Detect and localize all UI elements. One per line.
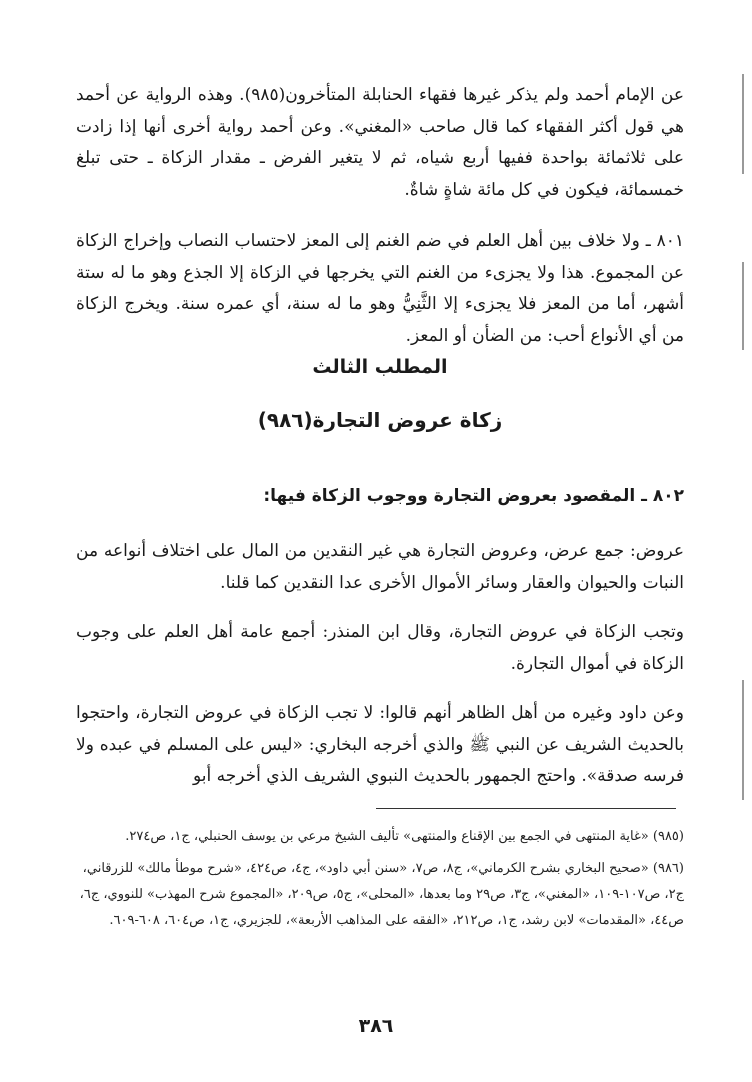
footnotes	[70, 824, 684, 940]
margin-mark-top	[742, 74, 744, 174]
page-number: ٣٨٦	[358, 1015, 394, 1037]
subsection-heading: ٨٠٢ ـ المقصود بعروض التجارة ووجوب الزكاة فيها:	[263, 486, 684, 506]
footnote-985: (٩٨٥) «غاية المنتهى في الجمع بين الإقناع والمنتهى» تأليف الشيخ مرعي بن يوسف الحنبلي، ج١، ص٢٧٤.	[125, 829, 684, 844]
section-heading: المطلب الثالث	[312, 356, 448, 378]
section-text-block	[76, 536, 684, 793]
footnote-separator	[376, 808, 676, 809]
section-subtitle: زكاة عروض التجارة(٩٨٦)	[257, 408, 503, 432]
paragraph-obligation: وتجب الزكاة في عروض التجارة، وقال ابن المنذر: أجمع عامة أهل العلم على وجوب الزكاة في أموال التجارة.	[76, 622, 684, 674]
paragraph-801: ٨٠١ ـ ولا خلاف بين أهل العلم في ضم الغنم إلى المعز لاحتساب النصاب وإخراج الزكاة عن المجموع. هذا ولا يجزىء من الغنم التي يخرجها في الزكاة إلا الجذع وهو ما له ستة أشهر، أما من المعز فلا يجزىء إلا الثَّنِيُّ وهو ما له سنة، أي عمره سنة. ويخرج الزكاة من أي الأنواع أحب: من الضأن أو المعز.	[76, 231, 684, 346]
opening-text-block	[76, 80, 684, 352]
margin-mark-middle	[742, 262, 744, 350]
paragraph-dissent: وعن داود وغيره من أهل الظاهر أنهم قالوا: لا تجب الزكاة في عروض التجارة، واحتجوا بالحديث الشريف عن النبي ﷺ والذي أخرجه البخاري: «ليس على المسلم في عبده ولا فرسه صدقة». واحتج الجمهور بالحديث النبوي الشريف الذي أخرجه أبو	[76, 703, 684, 786]
footnote-986: (٩٨٦) «صحيح البخاري بشرح الكرماني»، ج٨، ص٧، «سنن أبي داود»، ج٤، ص٤٢٤، «شرح موطأ مالك» للزرقاني، ج٢، ص١٠٧-١٠٩، «المغني»، ج٣، ص٢٩ وما بعدها، «المحلى»، ج٥، ص٢٠٩، «المجموع شرح المهذب» للنووي، ج٦، ص٤٤، «المقدمات» لابن رشد، ج١، ص٢١٢، «الفقه على المذاهب الأربعة»، للجزيري، ج١، ص٦٠٤، ٦٠٨-٦٠٩.	[79, 861, 684, 928]
paragraph-continuation: عن الإمام أحمد ولم يذكر غيرها فقهاء الحنابلة المتأخرون(٩٨٥). وهذه الرواية عن أحمد هي قول أكثر الفقهاء كما قال صاحب «المغني». وعن أحمد رواية أخرى أنها إذا زادت على ثلاثمائة بواحدة ففيها أربع شياه، ثم لا يتغير الفرض ـ مقدار الزكاة ـ حتى تبلغ خمسمائة، فيكون في كل مائة شاةٍ شاةٌ.	[76, 85, 684, 200]
paragraph-definition: عروض: جمع عرض، وعروض التجارة هي غير النقدين من المال على اختلاف أنواعه من النبات والحيوان والعقار وسائر الأموال الأخرى عدا النقدين كما قلنا.	[76, 541, 684, 593]
margin-mark-lower	[742, 680, 744, 800]
